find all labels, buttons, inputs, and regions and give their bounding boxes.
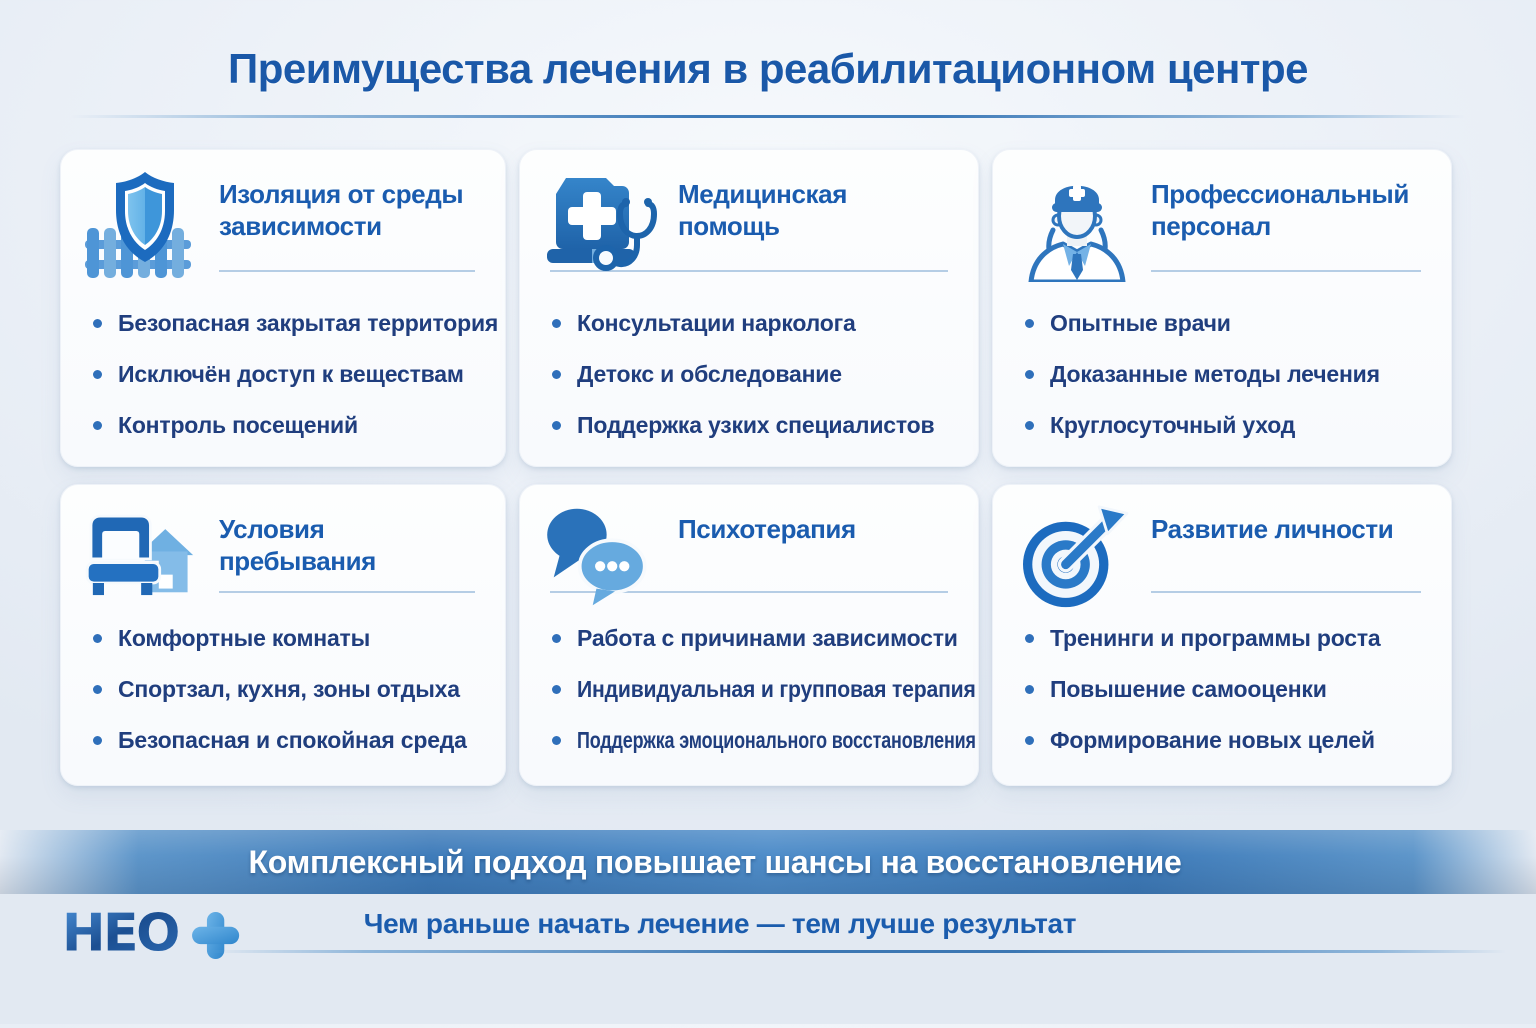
card-medical-help (519, 149, 979, 467)
card-title: Профессиональный персонал (1151, 179, 1409, 241)
card-header (550, 505, 948, 591)
card-professional-staff (992, 149, 1452, 467)
bullet-item: Индивидуальная и групповая терапия (552, 674, 948, 704)
bullet-item: Работа с причинами зависимости (552, 623, 948, 653)
bullet-item: Комфортные комнаты (93, 623, 475, 653)
card-header (1023, 170, 1421, 270)
bed-house-icon (85, 505, 205, 617)
bullet-item: Контроль посещений (93, 410, 475, 440)
doctor-icon (1017, 170, 1137, 282)
bullet-list (550, 623, 976, 755)
footer-divider (210, 950, 1506, 953)
card-title: Изоляция от среды зависимости (219, 179, 464, 241)
card-isolation (60, 149, 506, 467)
target-arrow-icon (1017, 505, 1137, 617)
logo-text: НЕО (62, 903, 178, 964)
card-divider (219, 591, 475, 593)
card-header (91, 170, 475, 270)
card-title: Медицинская помощь (678, 179, 847, 241)
bullet-item: Поддержка узких специалистов (552, 410, 948, 440)
footer-tagline: Чем раньше начать лечение — тем лучше результат (363, 908, 1077, 939)
chat-bubbles-icon (544, 505, 664, 617)
bullet-list (91, 308, 499, 440)
title-divider (70, 115, 1466, 118)
medkit-stethoscope-icon (544, 170, 664, 282)
cards-grid (60, 149, 1452, 786)
shield-fence-icon (85, 170, 205, 282)
card-accommodation (60, 484, 506, 786)
bullet-item: Поддержка эмоционального восстановления (552, 725, 948, 755)
card-header (550, 170, 948, 270)
bullet-item: Опытные врачи (1025, 308, 1421, 338)
bullet-item: Круглосуточный уход (1025, 410, 1421, 440)
card-title: Психотерапия (678, 514, 856, 544)
card-psychotherapy (519, 484, 979, 786)
page-title: Преимущества лечения в реабилитационном центре (228, 45, 1308, 92)
card-header (91, 505, 475, 591)
bullet-item: Исключён доступ к веществам (93, 359, 475, 389)
bullet-item: Тренинги и программы роста (1025, 623, 1421, 653)
bullet-item: Консультации нарколога (552, 308, 948, 338)
bullet-list (91, 623, 475, 755)
card-personal-growth (992, 484, 1452, 786)
banner (0, 830, 1536, 894)
bullet-item: Спортзал, кухня, зоны отдыха (93, 674, 475, 704)
card-divider (1151, 270, 1421, 272)
bullet-item: Доказанные методы лечения (1025, 359, 1421, 389)
bullet-item: Безопасная закрытая территория (93, 308, 475, 338)
card-divider (219, 270, 475, 272)
bullet-item: Повышение самооценки (1025, 674, 1421, 704)
bullet-item: Детокс и обследование (552, 359, 948, 389)
bullet-list (1023, 623, 1421, 755)
card-title: Условия пребывания (219, 514, 376, 576)
bullet-item: Формирование новых целей (1025, 725, 1421, 755)
banner-text: Комплексный подход повышает шансы на восстановление (248, 843, 1182, 880)
bullet-item: Безопасная и спокойная среда (93, 725, 475, 755)
footer (0, 898, 1536, 1028)
bullet-list (550, 308, 948, 440)
card-header (1023, 505, 1421, 591)
card-divider (1151, 591, 1421, 593)
bullet-list (1023, 308, 1421, 440)
card-title: Развитие личности (1151, 514, 1394, 544)
